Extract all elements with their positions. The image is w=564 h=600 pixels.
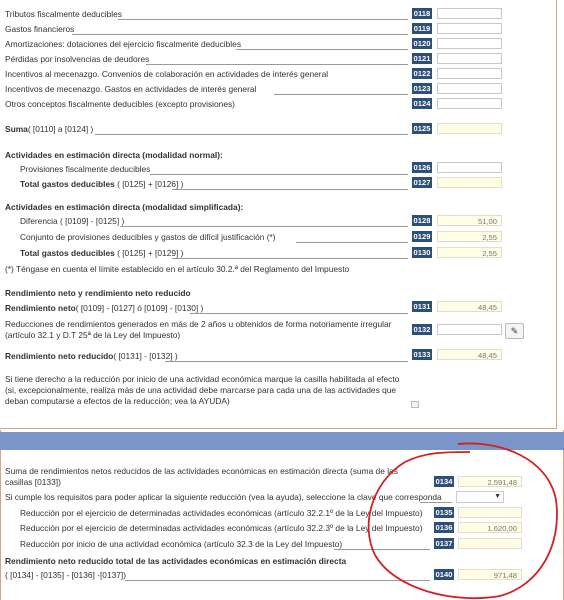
input-0140: 971,48: [458, 569, 522, 580]
row-label-0124: Otros conceptos fiscalmente deducibles (excepto provisiones): [5, 99, 235, 109]
box-code-0132: 0132: [413, 325, 431, 334]
box-code-0135: 0135: [435, 508, 453, 517]
input-0129: 2,55: [437, 231, 502, 242]
box-code-0125: 0125: [413, 124, 431, 133]
chevron-down-icon: ▼: [494, 493, 501, 500]
rendimiento-neto-label: Rendimiento neto: [5, 303, 76, 313]
rendimiento-neto-formula: ( [0109] - [0127] ó [0109] - [0130] ): [75, 303, 204, 313]
row-label-0121: Pérdidas por insolvencias de deudores: [5, 54, 150, 64]
reduccion-0136-label: Reducción por el ejercicio de determinadas actividades económicas (artículo 32.2.3º de la Ley del Impuesto): [20, 523, 423, 533]
box-code-0129: 0129: [413, 232, 431, 241]
suma-label: Suma: [5, 124, 28, 134]
section-title-neto: Rendimiento neto y rendimiento neto reducido: [5, 288, 191, 298]
reduccion-0135-label: Reducción por el ejercicio de determinadas actividades económicas (artículo 32.2.1º de la Ley del Impuesto): [20, 508, 423, 518]
total-simplificada-label: Total gastos deducibles: [20, 248, 115, 258]
input-0133: 48,45: [437, 349, 502, 360]
box-code-0136: 0136: [435, 523, 453, 532]
box-code-0123: 0123: [413, 84, 431, 93]
total-reducido-title: Rendimiento neto reducido total de las actividades económicas en estimación directa: [5, 556, 347, 566]
input-0136: 1.620,00: [458, 522, 522, 533]
box-code-0134: 0134: [435, 477, 453, 486]
box-code-0121: 0121: [413, 54, 431, 63]
suma-formula: ( [0110] a [0124] ): [27, 124, 94, 134]
section-title-normal: Actividades en estimación directa (modalidad normal):: [5, 150, 223, 160]
input-0130: 2,55: [437, 247, 502, 258]
section-title-simplificada: Actividades en estimación directa (modalidad simplificada):: [5, 202, 244, 212]
footnote: (*) Téngase en cuenta el límite establecido en el artículo 30.2.ª del Reglamento del Impuesto: [5, 264, 350, 274]
box-code-0128: 0128: [413, 216, 431, 225]
input-0134: 2.591,48: [458, 476, 522, 487]
pencil-icon: ✎: [510, 326, 519, 336]
input-0131: 48,45: [437, 301, 502, 312]
diferencia-label: Diferencia ( [0109] - [0125] ): [20, 216, 125, 226]
reducciones-label: Reducciones de rendimientos generados en más de 2 años u obtenidos de forma notoriamente irregular (artículo 32.1 y D.T 25ª de la Ley del Impuesto): [5, 319, 392, 340]
box-code-0120: 0120: [413, 39, 431, 48]
row-label-0120: Amortizaciones: dotaciones del ejercicio fiscalmente deducibles: [5, 39, 242, 49]
row-label-0122: Incentivos al mecenazgo. Convenios de colaboración en actividades de interés general: [5, 69, 329, 79]
total-simplificada-formula: ( [0125] + [0129] ): [117, 248, 184, 258]
row-label-0118: Tributos fiscalmente deducibles: [5, 9, 122, 19]
suma-reducidos-label: Suma de rendimientos netos reducidos de las actividades económicas en estimación directa (suma de las casillas [0133]): [5, 466, 398, 487]
box-code-0133: 0133: [413, 350, 431, 359]
provisiones-label: Provisiones fiscalmente deducibles: [20, 164, 151, 174]
conjunto-label: Conjunto de provisiones deducibles y gastos de difícil justificación (*): [20, 232, 276, 242]
clave-label: Si cumple los requisitos para poder aplicar la siguiente reducción (vea la ayuda), seleccione la clave que corresponda: [5, 492, 442, 502]
rendimiento-reducido-label: Rendimiento neto reducido: [5, 351, 114, 361]
box-code-0126: 0126: [413, 163, 431, 172]
box-code-0124: 0124: [413, 99, 431, 108]
box-code-0118: 0118: [413, 9, 431, 18]
rendimiento-reducido-formula: ( [0131] - [0132] ): [113, 351, 178, 361]
box-code-0119: 0119: [413, 24, 431, 33]
total-normal-label: Total gastos deducibles: [20, 179, 115, 189]
box-code-0127: 0127: [413, 178, 431, 187]
row-label-0119: Gastos financieros: [5, 24, 75, 34]
info-paragraph: Si tiene derecho a la reducción por inicio de una actividad económica marque la casilla habilitada al efecto (si, excepcionalmente, realiza más de una actividad debe marcarse para cada una de las actividades que deban computarse a efectos de la reducción; vea la AYUDA): [5, 374, 400, 406]
box-code-0137: 0137: [435, 539, 453, 548]
input-0128: 51,00: [437, 215, 502, 226]
total-normal-formula: ( [0125] + [0126] ): [117, 179, 184, 189]
box-code-0131: 0131: [413, 302, 431, 311]
box-code-0130: 0130: [413, 248, 431, 257]
row-label-0123: Incentivos de mecenazgo. Gastos en actividades de interés general: [5, 84, 257, 94]
total-reducido-formula: ( [0134] - [0135] - [0136] -[0137]): [5, 570, 127, 580]
box-code-0140: 0140: [435, 570, 453, 579]
reduccion-0137-label: Reducción por inicio de una actividad económica (artículo 32.3 de la Ley del Impuesto): [20, 539, 343, 549]
box-code-0122: 0122: [413, 69, 431, 78]
